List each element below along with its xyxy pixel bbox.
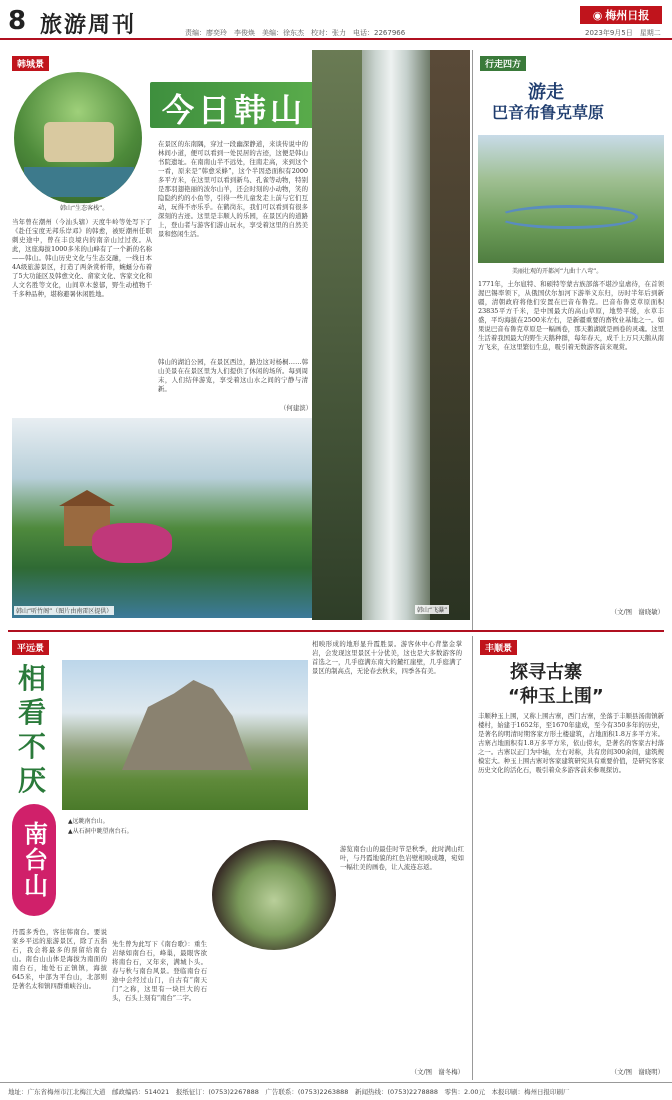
article1-photo-waterfall bbox=[312, 50, 470, 620]
column-divider-right-top bbox=[472, 50, 473, 630]
article3-title-char: 相 bbox=[18, 662, 47, 695]
article2-caption: 美丽壮观的开都河“九曲十八弯”。 bbox=[512, 268, 603, 275]
article4-tag: 丰顺景 bbox=[480, 640, 517, 655]
article3-title-vertical bbox=[18, 662, 54, 798]
article1-title-box bbox=[150, 82, 330, 128]
article1-title: 今日韩山 bbox=[162, 91, 307, 129]
article3-title-accent: 南台山 bbox=[19, 821, 48, 899]
article1-photo-ecolodge bbox=[14, 72, 142, 204]
article3-signature: （文/图 谢冬梅） bbox=[410, 1068, 464, 1076]
article3-photo-mountain bbox=[62, 660, 308, 810]
newspaper-name: 梅州日报 bbox=[605, 9, 650, 22]
article2-tag: 行走四方 bbox=[480, 56, 526, 71]
mountain-shape bbox=[122, 680, 252, 770]
article3-body-mid: 先生曾为此写下《南台歌》：重生岩绿如南台石，峰巢，最眼客欲将南台石，又年来，满城卜头。春与秋与南台风景。登临南台石途中会经过山门，自古有“南天门”之称，这里有一块巨大的石头，石头上刻有“南台”二字。 bbox=[112, 940, 207, 1002]
editor-credits: 责编：廖奕玲 李俊焕 美编：徐东杰 校对：张力 电话：2267966 bbox=[185, 29, 406, 37]
lodge-shape bbox=[44, 122, 114, 162]
article3-title-char: 看 bbox=[18, 696, 47, 729]
article4-signature: （文/图 谢晓明） bbox=[610, 1068, 664, 1076]
article3-tag: 平远景 bbox=[12, 640, 49, 655]
article2-title-1: 游走 bbox=[528, 82, 564, 103]
section-divider bbox=[8, 630, 664, 632]
article1-caption-bottom: 韩山“听竹阁”（图片由南雷区提供） bbox=[16, 608, 113, 615]
article1-photo-pavilion bbox=[12, 418, 312, 618]
article1-signature: （何建滨） bbox=[280, 404, 312, 412]
cliff-right-shape bbox=[430, 50, 470, 620]
article3-body-right2: 游览南台山的最佳时节是秋季，此时满山红叶，与丹霞地貌的红色岩壁相映成趣，宛如一幅壮美的画卷，让人流连忘返。 bbox=[340, 845, 464, 871]
logo-emblem-icon: ◉ bbox=[592, 8, 603, 22]
water-shape bbox=[24, 167, 134, 197]
section-title: 旅游周刊 bbox=[40, 13, 137, 38]
article3-title-char: 厌 bbox=[18, 764, 47, 797]
river-curve-shape bbox=[498, 205, 638, 229]
article4-body: 丰顺种玉上围，又称上围古寨，西门古寨，坐落于丰顺县汤南镇新楼村，始建于1652年，至1670年建成，至今有350多年的历史，是著名的明清时期客家方形土楼建筑，占地面积1.8万多平方米。古寨占地面积有1.8万多平方米，依山傍水，是著名的客家古村落之一。古寨以正门为中轴，左右对称，共有房间300余间，建筑规模宏大。种玉上围古寨对客家建筑研究具有重要价值，是研究客家历史文化的活化石，吸引着众多游客前来参观探访。 bbox=[478, 712, 664, 774]
article3-photo-cave bbox=[212, 840, 336, 950]
article3-body-left: 丹霞多秀色，客往韩南台。要说家乡平远的旅游景区，除了五指石，我会将最多的票留给南台山。南台山山体是海拔为南面的南台石，地处石正镇镇，海拔645米，中部为平台山，北部则是著名太和镇四群重峡谷山。 bbox=[12, 928, 107, 990]
article1-tag: 韩城景 bbox=[12, 56, 49, 71]
article3-caption1: ▲远眺南台山。 bbox=[68, 818, 109, 825]
article1-body-mid: 在景区的东南隅，穿过一段幽深静道，来谈传说中的林间小道，便可以看到一处民居的古迹，这便是韩山书院遗址。在南南山半不远处，往南走高，来到这个一看，原来是“韩愈采蜂”，这个半因恐面积有2000多平方米，在这里可以看到新鸟、孔雀等动物，特别是那羽翅艳丽的波尔山羊，还会时刻的小动物，笑的隐隐约约的小鱼等，引得一些儿童发走上前与它们互动，玩得不亦乐乎。在鹤岗东，我们可以看到有很多深刻的古迹。这里是丰顺人的乐园，在景区内的道路上，登山者与游客们游山玩水，享受着这里的自然美景和悠闲生活。 bbox=[158, 140, 308, 238]
cliff-left-shape bbox=[312, 50, 362, 620]
article2-signature: （文/图 谢晓敏） bbox=[610, 608, 664, 616]
page-number: 8 bbox=[8, 6, 27, 36]
article1-caption-top: 韩山“生态客栈”。 bbox=[60, 205, 109, 212]
article1-body-left: 当年曾在潮州（今汕头辖）天度牛岭等处写下了《赴任宝度无邦乐岸邓》的韩愈，被贬潮州任职刺史途中，曾在丰良境内的南亲山过过夜。从此，这座海拔1000多米的山峰有了一个新的名称——韩山。韩山历史文化与生态交融，一线日本4A级旅游景区，打造了两条赏析带，蜿蜒分布着了5大功能区及韩愈文化、畲家文化、客家文化和人文名胜等文化，山间草木葱郁，野生动植物千千多种品种，堪称避暑休闲胜地。 bbox=[12, 218, 152, 298]
article3-body-right1: 相映形成的地形显升霞胜景。游客休中心背靠金掌岩，会发现这里景区十分优美，这也是大多数游客的首选之一，几乎庭满东南大的麓红崖壁，几乎庭满了景区的制高点，无论春去秋来，四季各有美。 bbox=[312, 640, 462, 675]
article4-title-1: 探寻古寨 bbox=[510, 662, 582, 683]
article2-title-2: 巴音布鲁克草原 bbox=[492, 103, 605, 122]
column-divider-right-bottom bbox=[472, 636, 473, 1080]
article2-photo-grassland bbox=[478, 135, 664, 263]
newspaper-logo bbox=[580, 6, 662, 24]
article2-body: 1771年，土尔扈特、和硕特等蒙古族部落不堪沙皇虐待，在首领渥巴锡率领下，从俄国伏尔加河下游举义东归，历时半年后到新疆，清朝政府将他们安置在巴音布鲁克。巴音布鲁克草原面积23835平方千米，是中国最大的高山草原，地势平缓，水草丰盛，平均海拔在2500米左右，是新疆重要的畜牧业基地之一。如果说巴音布鲁克草原是一幅画卷，那天鹅湖就是画卷的灵魂。这里生活着我国最大的野生天鹅种群，每年春天，成千上万只天鹅从南方飞来，在这里繁衍生息，吸引着无数游客前来观赏。 bbox=[478, 280, 664, 351]
flowers-shape bbox=[92, 523, 172, 563]
pavilion-roof-shape bbox=[52, 490, 122, 506]
footer-contact: 地址：广东省梅州市江北梅江大道 邮政编码：514021 报纸征订：(0753)2267888 广告联系：(0753)2263888 新闻热线：(0753)2278888 零售：2.00元 本报印刷：梅州日报印刷厂 bbox=[8, 1088, 570, 1096]
article1-body-mid2: 韩山的湖泊公园，在景区西边，路边这对杨桐……韩山美景在在景区里为人们提供了休闲的场所。每到周末，人们结伴游览，享受着这山水之间的宁静与清新。 bbox=[158, 358, 308, 393]
issue-date: 2023年9月5日 星期二 bbox=[585, 29, 661, 37]
article3-title-accent-box bbox=[12, 804, 56, 916]
article3-title-char: 不 bbox=[18, 730, 47, 763]
article3-caption2: ▲从石洞中眺望南台石。 bbox=[68, 828, 133, 835]
article4-title-2: “种玉上围” bbox=[508, 686, 604, 707]
article1-caption-waterfall: 韩山“飞瀑” bbox=[417, 607, 448, 614]
